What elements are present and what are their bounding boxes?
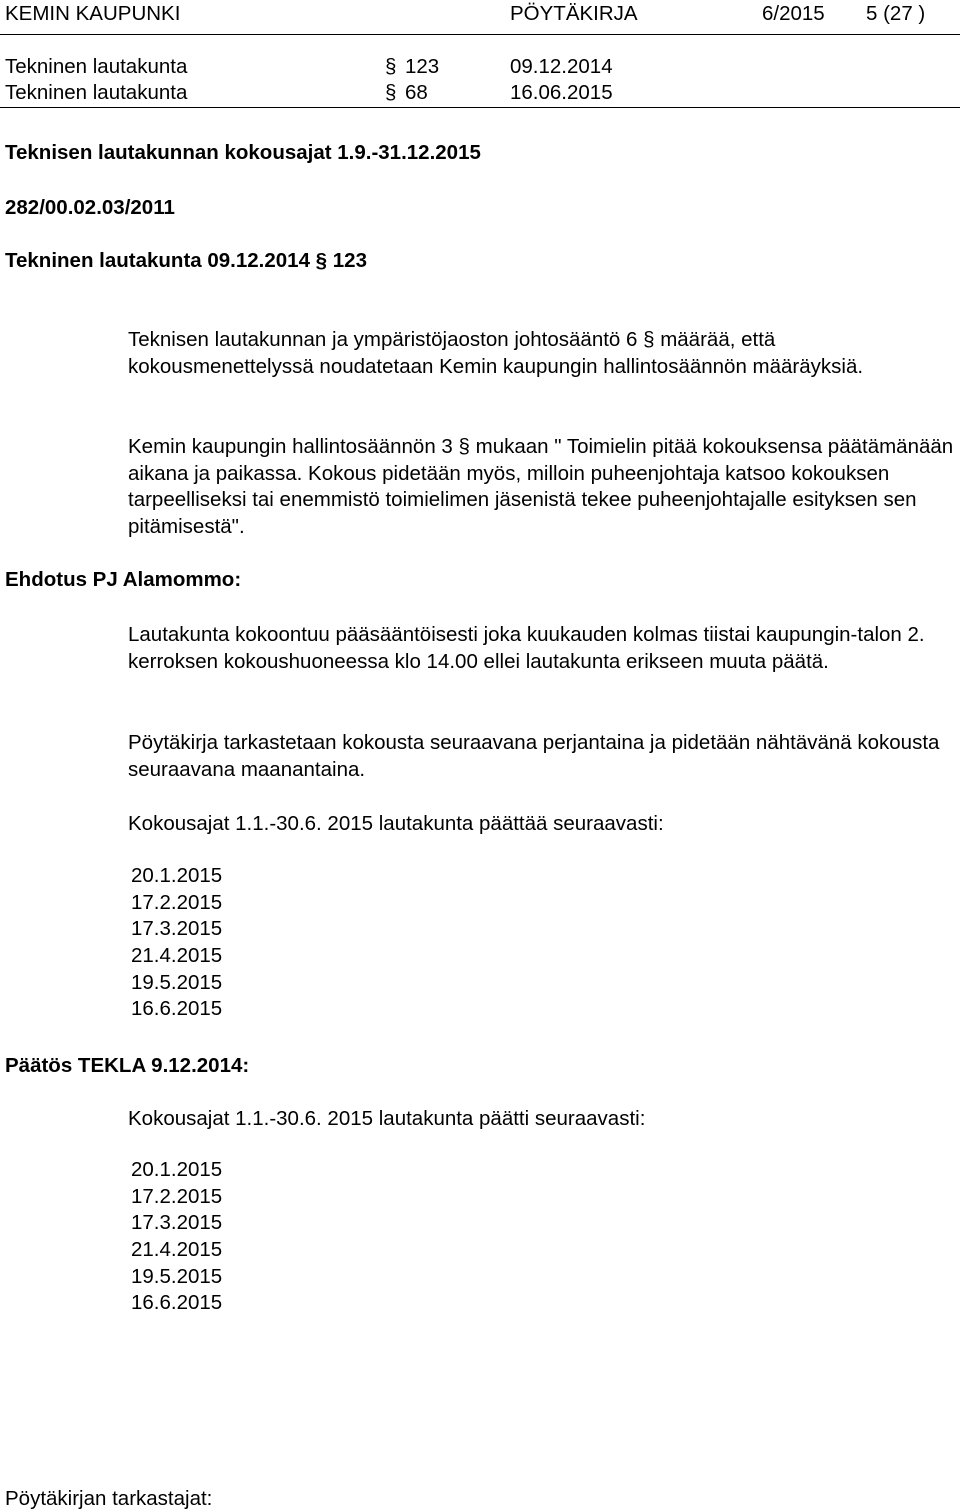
list-item: 20.1.2015 bbox=[131, 1158, 223, 1181]
list-item: 16.6.2015 bbox=[131, 997, 223, 1021]
header-page: 5 (27 ) bbox=[866, 2, 926, 25]
diary-number: 282/00.02.03/2011 bbox=[5, 196, 175, 219]
reference-number: 68 bbox=[405, 81, 428, 104]
decision-intro: Kokousajat 1.1.-30.6. 2015 lautakunta päätti seuraavasti: bbox=[128, 1107, 646, 1130]
footer-label: Pöytäkirjan tarkastajat: bbox=[5, 1487, 213, 1510]
list-item: 21.4.2015 bbox=[131, 1238, 223, 1262]
section-sign-icon: § bbox=[385, 81, 397, 104]
references-divider bbox=[0, 107, 960, 108]
paragraph-minutes: Pöytäkirja tarkastetaan kokousta seuraavana perjantaina ja pidetään nähtävänä kokousta seuraavana maanantaina. bbox=[128, 731, 940, 781]
earlier-handling: Tekninen lautakunta 09.12.2014 § 123 bbox=[5, 249, 367, 272]
page-title: Teknisen lautakunnan kokousajat 1.9.-31.12.2015 bbox=[5, 141, 481, 164]
decision-date-list bbox=[131, 1157, 222, 1317]
list-item: 19.5.2015 bbox=[131, 1264, 223, 1288]
list-item: 17.2.2015 bbox=[131, 1184, 223, 1208]
list-item: 17.3.2015 bbox=[131, 1211, 223, 1235]
reference-date: 16.06.2015 bbox=[510, 81, 613, 104]
header-org: KEMIN KAUPUNKI bbox=[5, 2, 181, 25]
proposal-intro: Kokousajat 1.1.-30.6. 2015 lautakunta päättää seuraavasti: bbox=[128, 812, 664, 835]
list-item: 17.2.2015 bbox=[131, 890, 223, 914]
list-item: 21.4.2015 bbox=[131, 944, 223, 968]
header-divider bbox=[0, 34, 960, 35]
proposal-label: Ehdotus PJ Alamommo: bbox=[5, 568, 242, 591]
reference-date: 09.12.2014 bbox=[510, 55, 613, 78]
proposal-date-list bbox=[131, 863, 222, 1023]
reference-body: Tekninen lautakunta bbox=[5, 55, 188, 78]
list-item: 16.6.2015 bbox=[131, 1291, 223, 1315]
reference-body: Tekninen lautakunta bbox=[5, 81, 188, 104]
header-doc-type: PÖYTÄKIRJA bbox=[510, 2, 638, 25]
list-item: 20.1.2015 bbox=[131, 864, 223, 887]
paragraph-administrative-rule: Kemin kaupungin hallintosäännön 3 § mukaan " Toimielin pitää kokouksensa päätämänään aikana ja paikassa. Kokous pidetään myös, milloin puheenjohtaja katsoo kokouksen tarpeelliseksi tai enemmistö toimielimen jäsenistä tekee puheenjohtajalle esityksen sen pitämisestä". bbox=[128, 435, 954, 539]
list-item: 19.5.2015 bbox=[131, 970, 223, 994]
section-sign-icon: § bbox=[385, 55, 397, 78]
list-item: 17.3.2015 bbox=[131, 917, 223, 941]
paragraph-rules: Teknisen lautakunnan ja ympäristöjaoston johtosääntö 6 § määrää, että kokousmenettelyssä noudatetaan Kemin kaupungin hallintosäännön määräyksiä. bbox=[128, 328, 864, 378]
decision-label: Päätös TEKLA 9.12.2014: bbox=[5, 1054, 250, 1077]
reference-number: 123 bbox=[405, 55, 440, 78]
paragraph-meeting-place: Lautakunta kokoontuu pääsääntöisesti joka kuukauden kolmas tiistai kaupungin-talon 2. kerroksen kokoushuoneessa klo 14.00 ellei lautakunta erikseen muuta päätä. bbox=[128, 623, 925, 673]
header-doc-number: 6/2015 bbox=[762, 2, 825, 25]
